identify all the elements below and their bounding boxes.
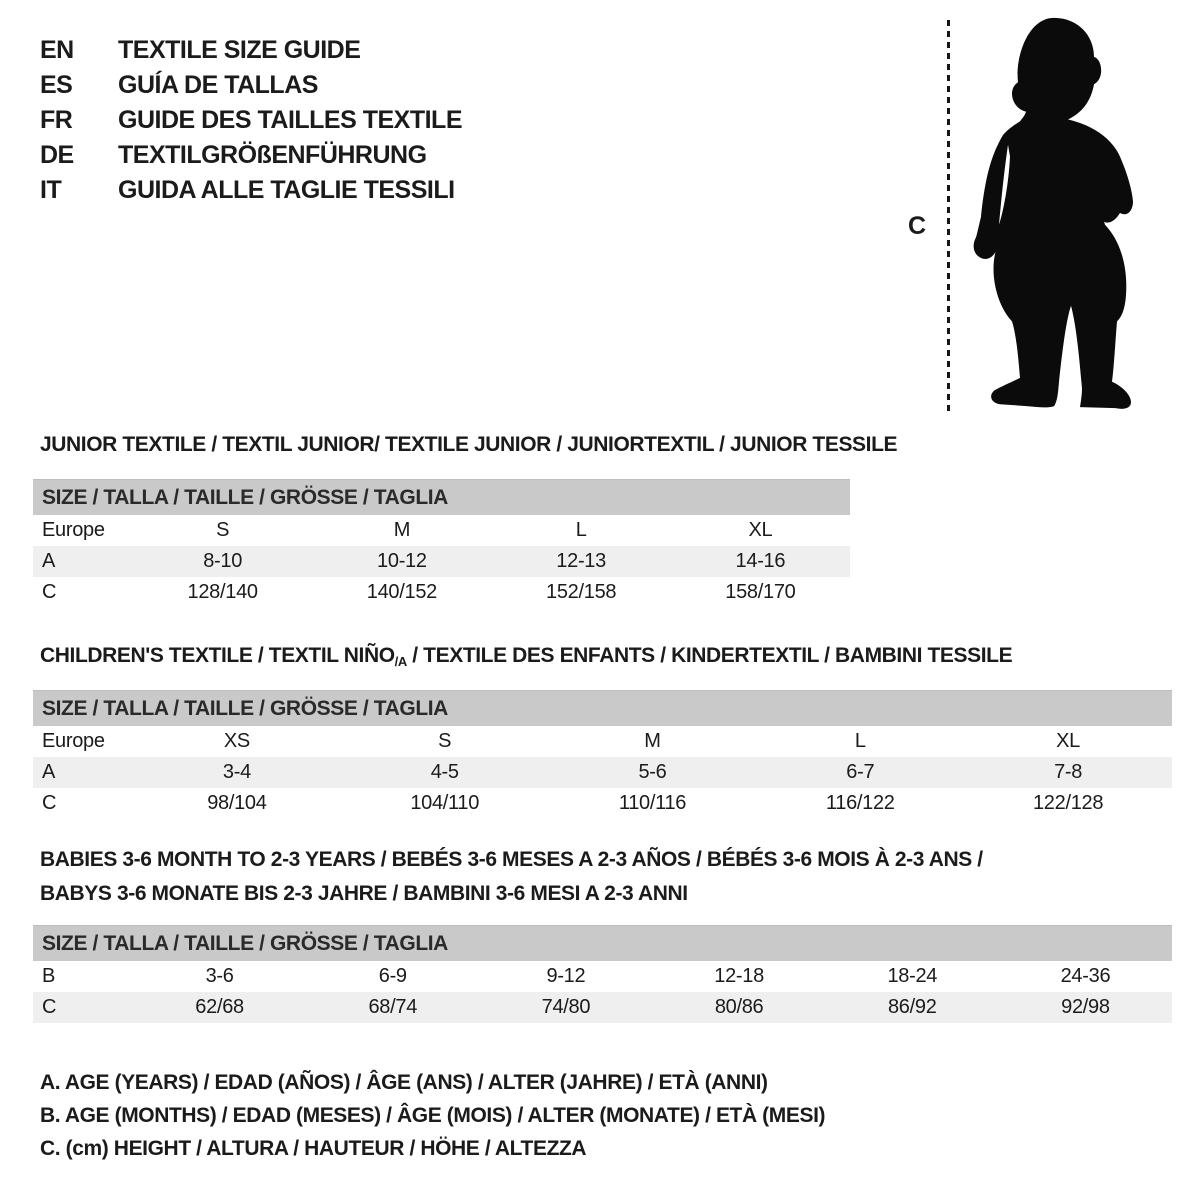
- language-row-en: [40, 33, 462, 68]
- children-title-main: CHILDREN'S TEXTILE / TEXTIL NIÑO: [40, 644, 395, 667]
- language-row-it: [40, 173, 462, 208]
- value-cell: 14-16: [735, 550, 786, 572]
- language-title-list: [40, 33, 462, 208]
- value-cell: 3-6: [205, 965, 234, 987]
- children-title-subscript: /A: [394, 654, 407, 669]
- toddler-silhouette-icon: [968, 14, 1138, 419]
- value-cell: 122/128: [1032, 792, 1104, 814]
- height-measure-figure: [900, 0, 1200, 440]
- table-row-height: [33, 992, 1172, 1023]
- value-cell: 80/86: [714, 996, 764, 1018]
- size-cell: XL: [1056, 730, 1081, 752]
- babies-section-title-line2: BABYS 3-6 MONATE BIS 2-3 JAHRE / BAMBINI 3-6 MESI A 2-3 ANNI: [40, 882, 688, 905]
- value-cell: 5-6: [638, 761, 667, 783]
- language-row-de: [40, 138, 462, 173]
- table-row-age: [33, 546, 850, 577]
- size-cell: XL: [748, 519, 773, 541]
- size-header-bar: SIZE / TALLA / TAILLE / GRÖSSE / TAGLIA: [33, 925, 1172, 961]
- size-cell: S: [216, 519, 230, 541]
- row-label: A: [42, 761, 56, 783]
- legend-line-b: B. AGE (MONTHS) / EDAD (MESES) / ÂGE (MOIS) / ALTER (MONATE) / ETÀ (MESI): [40, 1103, 826, 1127]
- table-row-europe: [33, 726, 1172, 757]
- guide-title: TEXTILE SIZE GUIDE: [118, 36, 361, 64]
- row-label: Europe: [42, 730, 105, 752]
- value-cell: 68/74: [368, 996, 418, 1018]
- value-cell: 140/152: [366, 581, 437, 603]
- language-code: EN: [40, 36, 74, 64]
- row-label: B: [42, 965, 56, 987]
- value-cell: 74/80: [541, 996, 591, 1018]
- value-cell: 6-9: [378, 965, 407, 987]
- size-cell: L: [854, 730, 866, 752]
- value-cell: 6-7: [846, 761, 875, 783]
- babies-size-table: [33, 925, 1172, 1023]
- value-cell: 158/170: [725, 581, 796, 603]
- language-row-fr: [40, 103, 462, 138]
- row-label: Europe: [42, 519, 105, 541]
- table-row-height: [33, 577, 850, 608]
- value-cell: 9-12: [546, 965, 586, 987]
- height-measure-label: C: [908, 212, 927, 240]
- value-cell: 24-36: [1060, 965, 1111, 987]
- guide-title: GUÍA DE TALLAS: [118, 71, 318, 99]
- table-row-months: [33, 961, 1172, 992]
- row-label: C: [42, 581, 57, 603]
- row-label: A: [42, 550, 56, 572]
- size-cell: S: [438, 730, 452, 752]
- children-title-rest: / TEXTILE DES ENFANTS / KINDERTEXTIL / BAMBINI TESSILE: [406, 644, 1013, 667]
- babies-section-title-line1: BABIES 3-6 MONTH TO 2-3 YEARS / BEBÉS 3-6 MESES A 2-3 AÑOS / BÉBÉS 3-6 MOIS À 2-3 ANS /: [40, 848, 983, 871]
- junior-size-table: [33, 479, 850, 608]
- legend-line-a: A. AGE (YEARS) / EDAD (AÑOS) / ÂGE (ANS) / ALTER (JAHRE) / ETÀ (ANNI): [40, 1070, 768, 1094]
- guide-title: GUIDA ALLE TAGLIE TESSILI: [118, 176, 455, 204]
- value-cell: 12-18: [714, 965, 764, 987]
- language-row-es: [40, 68, 462, 103]
- table-row-height: [33, 788, 1172, 819]
- value-cell: 86/92: [887, 996, 937, 1018]
- value-cell: 4-5: [430, 761, 459, 783]
- row-label: C: [42, 996, 57, 1018]
- size-cell: L: [575, 519, 587, 541]
- measure-legend: [40, 1066, 825, 1165]
- value-cell: 10-12: [377, 550, 427, 572]
- value-cell: 12-13: [556, 550, 606, 572]
- value-cell: 128/140: [187, 581, 258, 603]
- value-cell: 104/110: [410, 792, 480, 814]
- size-cell: XS: [223, 730, 250, 752]
- value-cell: 92/98: [1061, 996, 1110, 1018]
- value-cell: 62/68: [195, 996, 244, 1018]
- value-cell: 3-4: [222, 761, 251, 783]
- value-cell: 7-8: [1054, 761, 1083, 783]
- value-cell: 8-10: [203, 550, 243, 572]
- language-code: DE: [40, 141, 74, 169]
- value-cell: 98/104: [207, 792, 267, 814]
- language-code: FR: [40, 106, 73, 134]
- value-cell: 18-24: [887, 965, 938, 987]
- children-section-title: [40, 644, 1012, 668]
- guide-title: TEXTILGRÖßENFÜHRUNG: [118, 141, 427, 169]
- height-dashed-line-icon: [947, 20, 950, 416]
- junior-section-title: JUNIOR TEXTILE / TEXTIL JUNIOR/ TEXTILE JUNIOR / JUNIORTEXTIL / JUNIOR TESSILE: [40, 433, 898, 456]
- table-row-europe: [33, 515, 850, 546]
- value-cell: 110/116: [618, 792, 687, 814]
- guide-title: GUIDE DES TAILLES TEXTILE: [118, 106, 463, 134]
- table-row-age: [33, 757, 1172, 788]
- value-cell: 116/122: [825, 792, 895, 814]
- size-cell: M: [393, 519, 411, 541]
- language-code: IT: [40, 176, 62, 204]
- size-cell: M: [644, 730, 661, 752]
- row-label: C: [42, 792, 57, 814]
- size-header-bar: SIZE / TALLA / TAILLE / GRÖSSE / TAGLIA: [33, 690, 1172, 726]
- language-code: ES: [40, 71, 73, 99]
- value-cell: 152/158: [546, 581, 617, 603]
- size-header-bar: SIZE / TALLA / TAILLE / GRÖSSE / TAGLIA: [33, 479, 850, 515]
- legend-line-c: C. (cm) HEIGHT / ALTURA / HAUTEUR / HÖHE / ALTEZZA: [40, 1136, 587, 1160]
- children-size-table: [33, 690, 1172, 819]
